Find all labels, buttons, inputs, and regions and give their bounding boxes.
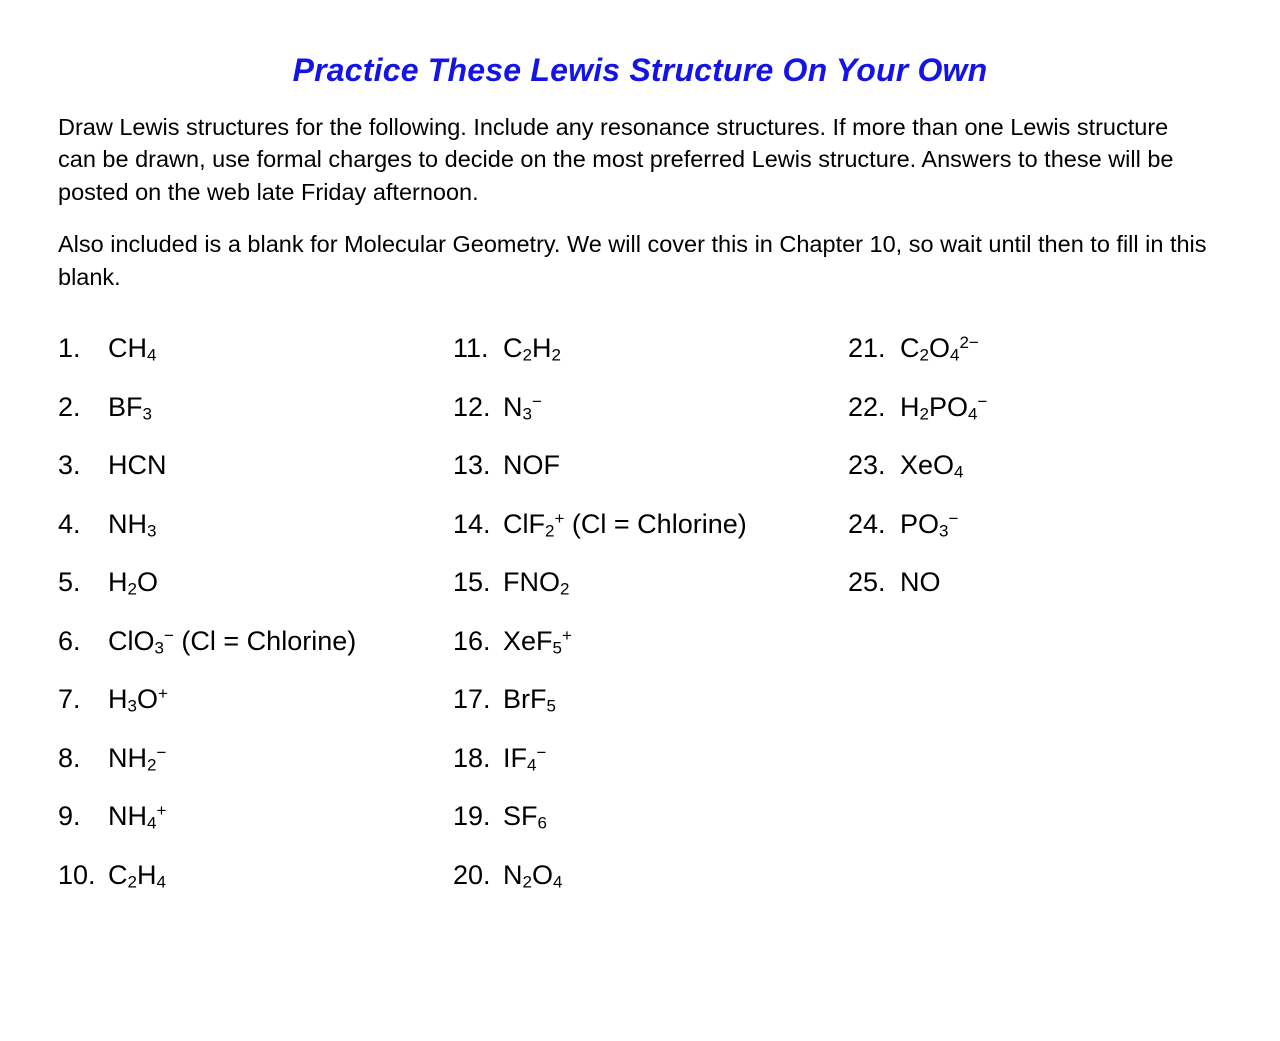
list-item-number: 8. bbox=[58, 742, 81, 773]
list-item bbox=[58, 859, 453, 921]
list-item-number: 21. bbox=[848, 333, 886, 364]
chemical-formula: $SF_6$ bbox=[503, 801, 547, 833]
chemical-formula: $PO_3^-$ bbox=[900, 508, 959, 541]
list-item bbox=[848, 335, 1228, 394]
chemical-formula: $NH_4^+$ bbox=[108, 801, 167, 833]
list-item-number: 5. bbox=[58, 567, 81, 598]
chemical-formula: $IF_4^-$ bbox=[503, 742, 547, 775]
list-item-number: 20. bbox=[453, 859, 491, 890]
list-item bbox=[58, 391, 453, 453]
chemical-formula: $FNO_2$ bbox=[503, 567, 570, 599]
chemical-formula: HCN bbox=[108, 450, 167, 481]
list-item-number: 6. bbox=[58, 625, 81, 656]
list-item bbox=[453, 803, 848, 862]
chemical-formula: $CH_4$ bbox=[108, 333, 157, 365]
chemical-formula: $N_2O_4$ bbox=[503, 859, 563, 892]
list-item bbox=[58, 452, 453, 511]
list-item-number: 17. bbox=[453, 684, 491, 715]
list-item bbox=[58, 625, 453, 687]
slide bbox=[0, 52, 1280, 1041]
chemical-formula: NOF bbox=[503, 450, 560, 481]
list-item bbox=[848, 391, 1228, 453]
list-item bbox=[848, 452, 1228, 511]
list-item bbox=[58, 335, 453, 394]
chemical-formula: ClO$_3$− (Cl = Chlorine) bbox=[108, 625, 357, 658]
list-item bbox=[453, 391, 848, 453]
chemical-formula: $N_3^-$ bbox=[503, 391, 542, 424]
list-item-number: 7. bbox=[58, 684, 81, 715]
list-item-number: 3. bbox=[58, 450, 81, 481]
chemical-formula: XeO$_4$ bbox=[900, 450, 964, 482]
list-item-number: 16. bbox=[453, 625, 491, 656]
list-item bbox=[58, 742, 453, 804]
intro-paragraph-1: Draw Lewis structures for the following. Include any resonance structures. If more than one Lewis structure can be drawn, use formal charges to decide on the most preferred Lewis structure. Answers to these will be posted on the web late Friday afternoon. bbox=[58, 114, 1174, 205]
chemical-formula: BrF$_5$ bbox=[503, 684, 556, 716]
list-item-number: 15. bbox=[453, 567, 491, 598]
list-item bbox=[58, 569, 453, 628]
list-item bbox=[453, 742, 848, 804]
list-item-number: 1. bbox=[58, 333, 81, 364]
list-item-number: 4. bbox=[58, 508, 81, 539]
list-item-number: 2. bbox=[58, 391, 81, 422]
list-item bbox=[453, 625, 848, 687]
molecule-column-1 bbox=[58, 335, 453, 920]
chemical-formula: $NH_3$ bbox=[108, 508, 157, 541]
chemical-formula: $C_2O_4^{2-}$ bbox=[900, 333, 979, 365]
list-item bbox=[58, 803, 453, 862]
chemical-formula: $H_2O$ bbox=[108, 567, 158, 599]
list-item-number: 18. bbox=[453, 742, 491, 773]
list-item-number: 13. bbox=[453, 450, 491, 481]
list-item-number: 12. bbox=[453, 391, 491, 422]
chemical-formula: NO bbox=[900, 567, 941, 598]
molecule-column-3 bbox=[848, 335, 1228, 920]
list-item bbox=[453, 508, 848, 570]
list-item-number: 14. bbox=[453, 508, 491, 539]
list-item bbox=[58, 686, 453, 745]
chemical-formula: $C_2H_2$ bbox=[503, 333, 561, 365]
list-item-number: 22. bbox=[848, 391, 886, 422]
list-item-number: 23. bbox=[848, 450, 886, 481]
list-item bbox=[848, 508, 1228, 570]
list-item-number: 24. bbox=[848, 508, 886, 539]
list-item bbox=[848, 569, 1228, 628]
chemical-formula: $BF_3$ bbox=[108, 391, 152, 424]
chemical-formula: ClF$_2$+ (Cl = Chlorine) bbox=[503, 508, 747, 541]
intro-paragraph-2: Also included is a blank for Molecular Geometry. We will cover this in Chapter 10, so wait until then to fill in this blank. bbox=[58, 231, 1207, 290]
chemical-formula: $H_3O^+$ bbox=[108, 684, 168, 716]
page-title: Practice These Lewis Structure On Your Own bbox=[292, 52, 988, 88]
list-item-number: 11. bbox=[453, 333, 489, 364]
list-item bbox=[453, 686, 848, 745]
list-item-number: 9. bbox=[58, 801, 81, 832]
molecule-column-2 bbox=[453, 335, 848, 920]
chemical-formula: XeF$_5$+ bbox=[503, 625, 572, 658]
list-item bbox=[453, 452, 848, 511]
chemical-formula: $C_2H_4$ bbox=[108, 859, 166, 892]
list-item bbox=[453, 335, 848, 394]
list-item bbox=[453, 859, 848, 921]
chemical-formula: $H_2PO_4^-$ bbox=[900, 391, 988, 424]
list-item-number: 25. bbox=[848, 567, 886, 598]
list-item bbox=[58, 508, 453, 570]
list-item-number: 19. bbox=[453, 801, 491, 832]
list-item-number: 10. bbox=[58, 859, 96, 890]
chemical-formula: $NH_2^-$ bbox=[108, 742, 167, 775]
list-item bbox=[453, 569, 848, 628]
molecule-list bbox=[0, 335, 1280, 920]
